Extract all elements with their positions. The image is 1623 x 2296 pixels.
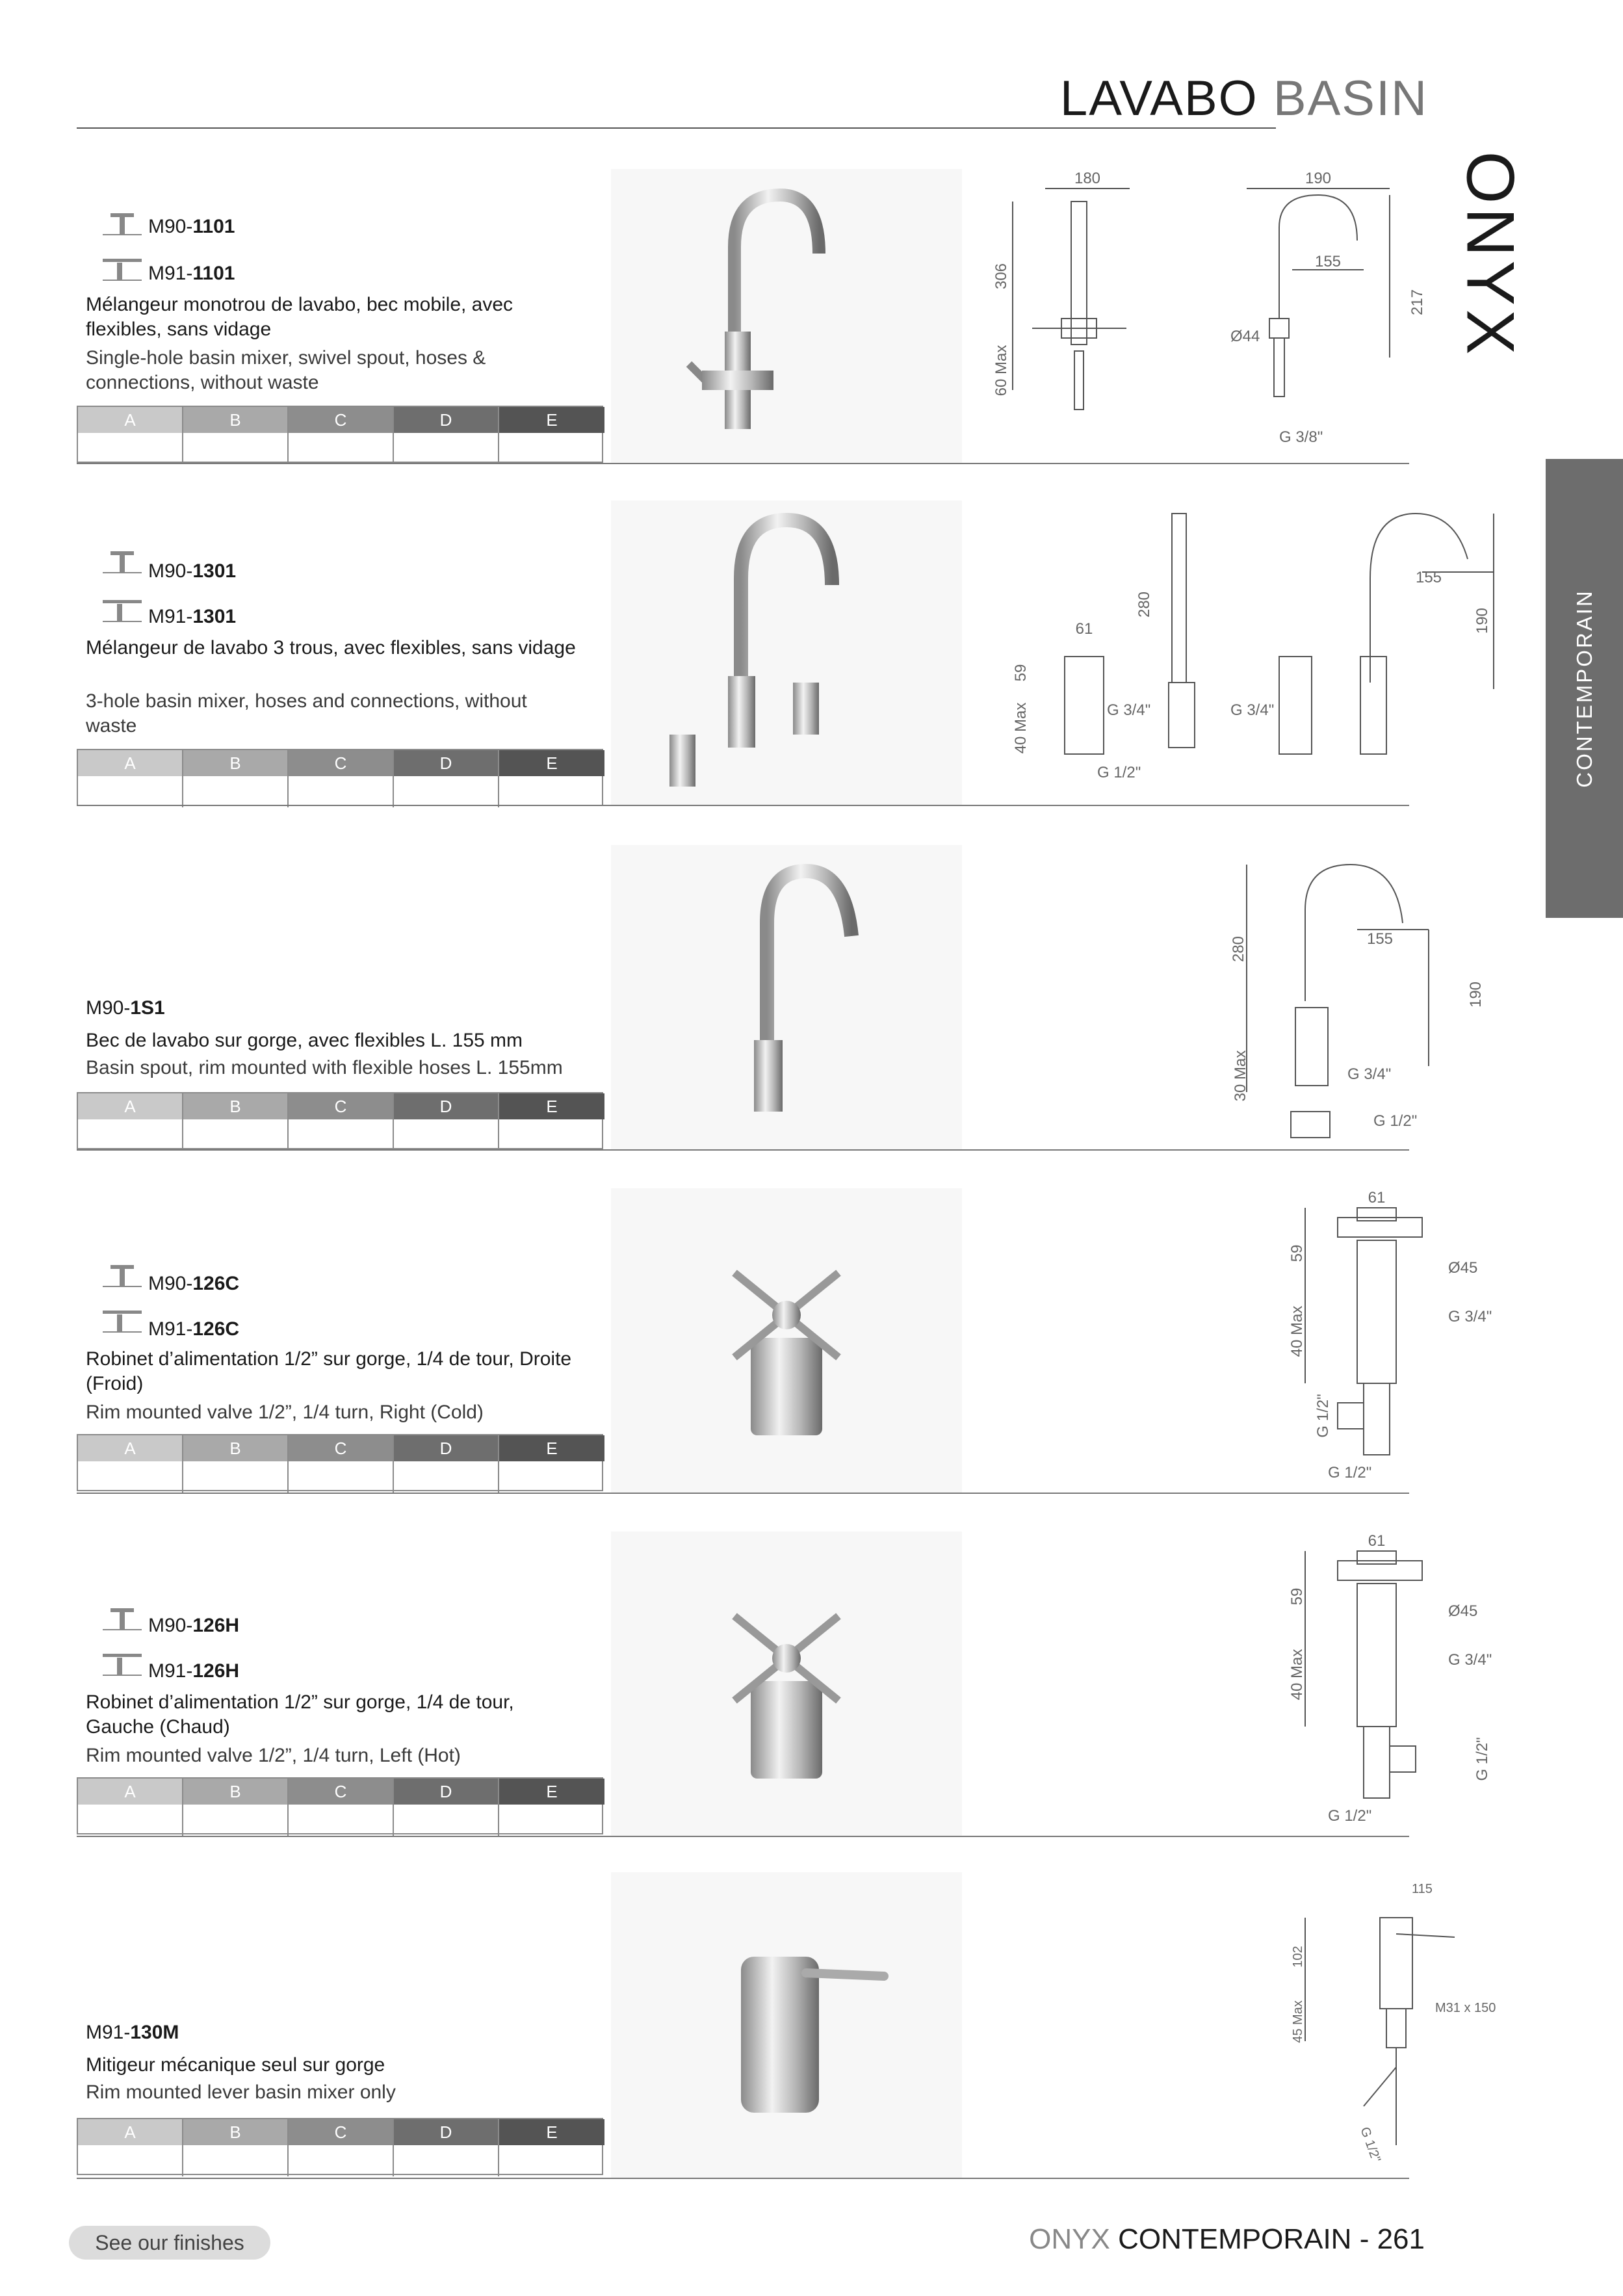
section-tab[interactable] <box>1546 459 1623 918</box>
single-hole-icon <box>103 208 142 239</box>
row-divider <box>77 2178 1409 2179</box>
svg-text:40 Max: 40 Max <box>1012 702 1030 754</box>
svg-text:G 3/4": G 3/4" <box>1448 1651 1492 1669</box>
title-french: LAVABO <box>1059 71 1258 126</box>
description-fr: Mélangeur de lavabo 3 trous, avec flexibles, sans vidage <box>86 637 576 659</box>
technical-drawing <box>974 501 1507 806</box>
finish-cell-d[interactable]: D <box>394 407 499 464</box>
product-photo <box>611 1188 962 1493</box>
row-divider <box>77 1836 1409 1837</box>
single-hole-icon <box>103 1260 142 1291</box>
svg-text:G 3/4": G 3/4" <box>1347 1065 1392 1083</box>
product-code: M91-126C <box>148 1318 240 1340</box>
page-title <box>1060 70 1428 127</box>
svg-text:45 Max: 45 Max <box>1291 2000 1305 2043</box>
product-row <box>77 1532 1492 1837</box>
svg-text:61: 61 <box>1368 1189 1386 1207</box>
svg-text:190: 190 <box>1305 170 1332 187</box>
svg-text:G 1/2": G 1/2" <box>1314 1394 1332 1438</box>
finish-cell-c[interactable]: C <box>289 1093 394 1151</box>
product-code: M91-130M <box>86 2022 179 2043</box>
product-row <box>77 1188 1492 1494</box>
lever-icon <box>103 254 142 285</box>
product-row <box>77 501 1491 806</box>
description-fr: Robinet d’alimentation 1/2” sur gorge, 1/4 de tour, Gauche (Chaud) <box>86 1691 514 1738</box>
finish-cell-c[interactable]: C <box>289 1435 394 1493</box>
svg-text:G 1/2": G 1/2" <box>1097 764 1141 781</box>
finish-cell-d[interactable]: D <box>394 1093 499 1151</box>
svg-text:155: 155 <box>1366 930 1394 948</box>
row-divider <box>77 1493 1409 1494</box>
product-photo <box>611 845 962 1149</box>
finish-cell-c[interactable]: C <box>289 750 394 807</box>
finish-cell-a[interactable]: A <box>78 750 183 807</box>
technical-drawing <box>974 169 1507 463</box>
svg-text:40 Max: 40 Max <box>1288 1305 1306 1357</box>
finish-cell-e[interactable]: E <box>499 2119 604 2176</box>
svg-text:180: 180 <box>1074 170 1101 187</box>
row-divider <box>77 805 1409 806</box>
product-photo <box>611 1872 962 2178</box>
product-photo <box>611 501 962 806</box>
svg-text:59: 59 <box>1012 664 1030 682</box>
single-hole-icon <box>103 1603 142 1634</box>
finish-cell-a[interactable]: A <box>78 2119 183 2176</box>
svg-text:ONYX: ONYX <box>1452 151 1524 359</box>
finish-table <box>77 1092 603 1149</box>
technical-drawing <box>974 1872 1507 2178</box>
svg-text:59: 59 <box>1288 1587 1306 1606</box>
finish-cell-e[interactable]: E <box>499 1435 604 1493</box>
svg-text:40 Max: 40 Max <box>1288 1649 1306 1701</box>
svg-text:280: 280 <box>1136 591 1153 618</box>
lever-icon <box>103 595 142 626</box>
description-en: Basin spout, rim mounted with flexible hoses L. 155mm <box>86 1057 563 1078</box>
description-en: Rim mounted lever basin mixer only <box>86 2081 396 2103</box>
svg-text:155: 155 <box>1314 253 1342 270</box>
svg-text:60 Max: 60 Max <box>993 345 1010 397</box>
svg-text:115: 115 <box>1412 1882 1433 1896</box>
finish-cell-d[interactable]: D <box>394 750 499 807</box>
section-tab-label: CONTEMPORAIN <box>1572 589 1596 788</box>
lever-icon <box>103 1649 142 1680</box>
finish-cell-c[interactable]: C <box>289 2119 394 2176</box>
finish-cell-d[interactable]: D <box>394 1779 499 1836</box>
svg-text:30 Max: 30 Max <box>1232 1050 1249 1102</box>
svg-text:155: 155 <box>1415 569 1442 586</box>
svg-text:Ø44: Ø44 <box>1230 328 1260 345</box>
svg-text:G 3/8": G 3/8" <box>1279 428 1323 446</box>
svg-text:280: 280 <box>1230 935 1247 963</box>
see-finishes-button[interactable]: See our finishes <box>69 2226 270 2260</box>
product-code: M90-1101 <box>148 216 235 237</box>
finish-cell-e[interactable]: E <box>499 407 604 464</box>
svg-text:M31 x 150: M31 x 150 <box>1435 2001 1496 2015</box>
svg-text:190: 190 <box>1474 607 1491 634</box>
page-number: - 261 <box>1359 2223 1425 2255</box>
product-photo <box>611 169 962 463</box>
title-english: BASIN <box>1273 71 1428 126</box>
finish-table <box>77 1777 603 1834</box>
product-code: M90-126C <box>148 1273 240 1294</box>
svg-text:59: 59 <box>1288 1244 1306 1262</box>
finish-cell-b[interactable]: B <box>183 407 289 464</box>
svg-text:G 1/2": G 1/2" <box>1328 1464 1372 1481</box>
svg-text:G 1/2": G 1/2" <box>1328 1807 1372 1825</box>
product-code: M91-1101 <box>148 263 235 284</box>
finish-cell-a[interactable]: A <box>78 1093 183 1151</box>
product-code: M90-1301 <box>148 560 237 582</box>
description-fr: Bec de lavabo sur gorge, avec flexibles L. 155 mm <box>86 1030 523 1051</box>
finish-table <box>77 2118 603 2175</box>
svg-text:Ø45: Ø45 <box>1448 1259 1478 1277</box>
technical-drawing <box>974 1188 1507 1493</box>
svg-text:G 1/2": G 1/2" <box>1474 1737 1491 1781</box>
description-en: Single-hole basin mixer, swivel spout, hoses & connections, without waste <box>86 347 486 393</box>
description-en: Rim mounted valve 1/2”, 1/4 turn, Right (Cold) <box>86 1402 484 1423</box>
finish-cell-a[interactable]: A <box>78 407 183 464</box>
finish-cell-b[interactable]: B <box>183 1435 289 1493</box>
svg-text:G 1/2": G 1/2" <box>1373 1112 1418 1130</box>
footer-section: CONTEMPORAIN <box>1118 2223 1352 2255</box>
finish-cell-e[interactable]: E <box>499 750 604 807</box>
product-code: M91-1301 <box>148 606 237 627</box>
lever-icon <box>103 1305 142 1337</box>
technical-drawing <box>974 1532 1507 1836</box>
finish-table <box>77 406 603 463</box>
footer-page-info <box>1029 2223 1425 2256</box>
finish-table <box>77 1434 603 1491</box>
description-fr: Mitigeur mécanique seul sur gorge <box>86 2054 385 2076</box>
footer-brand: ONYX <box>1029 2223 1110 2255</box>
description-fr: Mélangeur monotrou de lavabo, bec mobile, avec flexibles, sans vidage <box>86 294 513 340</box>
product-row <box>77 845 1485 1151</box>
finish-cell-c[interactable]: C <box>289 407 394 464</box>
description-fr: Robinet d’alimentation 1/2” sur gorge, 1/4 de tour, Droite (Froid) <box>86 1348 572 1394</box>
svg-text:61: 61 <box>1368 1532 1386 1550</box>
finish-cell-b[interactable]: B <box>183 750 289 807</box>
finish-cell-e[interactable]: E <box>499 1779 604 1836</box>
svg-text:102: 102 <box>1291 1946 1305 1968</box>
finish-cell-a[interactable]: A <box>78 1779 183 1836</box>
technical-drawing <box>974 845 1507 1149</box>
finish-cell-e[interactable]: E <box>499 1093 604 1151</box>
svg-text:61: 61 <box>1075 620 1093 638</box>
finish-table <box>77 749 603 806</box>
svg-text:G 1/2": G 1/2" <box>1357 2125 1384 2165</box>
product-code: M90-126H <box>148 1615 240 1636</box>
finish-cell-d[interactable]: D <box>394 2119 499 2176</box>
product-row <box>77 1872 1496 2184</box>
row-divider <box>77 463 1409 464</box>
finish-cell-a[interactable]: A <box>78 1435 183 1493</box>
description-en: Rim mounted valve 1/2”, 1/4 turn, Left (Hot) <box>86 1745 461 1766</box>
svg-text:G 3/4": G 3/4" <box>1107 701 1151 719</box>
description-en: 3-hole basin mixer, hoses and connections, without waste <box>86 690 527 737</box>
svg-text:G 3/4": G 3/4" <box>1448 1308 1492 1325</box>
finish-cell-b[interactable]: B <box>183 1093 289 1151</box>
finish-cell-d[interactable]: D <box>394 1435 499 1493</box>
product-photo <box>611 1532 962 1836</box>
svg-text:G 3/4": G 3/4" <box>1230 701 1275 719</box>
svg-text:190: 190 <box>1467 981 1485 1008</box>
finish-cell-b[interactable]: B <box>183 2119 289 2176</box>
header-rule <box>77 127 1276 129</box>
product-code: M91-126H <box>148 1660 240 1682</box>
product-row <box>77 169 1426 465</box>
svg-text:306: 306 <box>993 263 1010 290</box>
single-hole-icon <box>103 546 142 577</box>
finish-cell-c[interactable]: C <box>289 1779 394 1836</box>
svg-text:217: 217 <box>1409 289 1426 316</box>
finish-cell-b[interactable]: B <box>183 1779 289 1836</box>
row-divider <box>77 1149 1409 1151</box>
svg-text:Ø45: Ø45 <box>1448 1602 1478 1620</box>
product-code: M90-1S1 <box>86 997 165 1019</box>
